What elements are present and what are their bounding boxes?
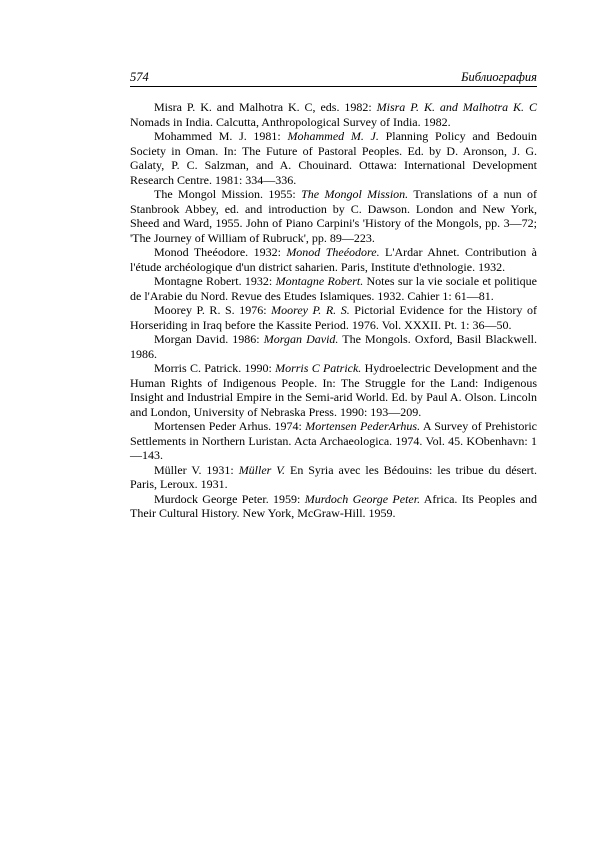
page-number: 574 <box>130 70 149 84</box>
bibliography-entry: Monod Theéodore. 1932: Monod Theéodore. L'Ardar Ahnet. Contribution à l'étude archéologique d'un district saharien. Paris, Institute d'ethnologie. 1932. <box>130 245 538 274</box>
bibliography-entry: Mortensen Peder Arhus. 1974: Mortensen PederArhus. A Survey of Prehistoric Settlements in Northern Luristan. Acta Archaeologica. 1974. Vol. 45. KObenhavn: 1—143. <box>130 419 537 462</box>
page <box>130 70 537 521</box>
bibliography-entry: Murdock George Peter. 1959: Murdoch George Peter. Africa. Its Peoples and Their Cultural History. New York, McGraw-Hill. 1959. <box>130 491 538 520</box>
bibliography-entry: Moorey P. R. S. 1976: Moorey P. R. S. Pictorial Evidence for the History of Horseriding in Iraq before the Kassite Period. 1976. Vol. XXXII. Pt. 1: 36—50. <box>130 303 537 332</box>
bibliography-entry: Müller V. 1931: Müller V. En Syria avec les Bédouins: les tribue du désert. Paris, Leroux. 1931. <box>130 462 538 491</box>
running-header <box>130 70 537 87</box>
bibliography-entry: Morgan David. 1986: Morgan David. The Mongols. Oxford, Basil Blackwell. 1986. <box>130 332 538 361</box>
bibliography-entry: The Mongol Mission. 1955: The Mongol Mission. Translations of a nun of Stanbrook Abbey, ed. and introduction by C. Dawson. London and New York, Sheed and Ward, 1955. John of Piano Carpini's 'History of the Mongols, pp. 3—72; 'The Journey of William of Rubruck', pp. 89—223. <box>130 187 537 245</box>
bibliography-entry: Montagne Robert. 1932: Montagne Robert. Notes sur la vie sociale et politique de l'Arabie du Nord. Revue des Etudes Islamiques. 1932. Cahier 1: 61—81. <box>130 274 537 303</box>
section-title: Библиография <box>461 70 537 84</box>
bibliography-entry: Misra P. K. and Malhotra K. C, eds. 1982: Misra P. K. and Malhotra K. C Nomads in India. Calcutta, Anthropological Survey of India. 1982. <box>130 100 537 129</box>
bibliography-list <box>130 100 537 521</box>
bibliography-entry: Mohammed M. J. 1981: Mohammed M. J. Planning Policy and Bedouin Society in Oman. In: The Future of Pastoral Peoples. Ed. by D. Aronson, J. G. Galaty, P. C. Salzman, and A. Chouinard. Ottawa: International Development Research Centre. 1981: 334—336. <box>130 129 538 187</box>
bibliography-entry: Morris C. Patrick. 1990: Morris C Patrick. Hydroelectric Development and the Human Rights of Indigenous People. In: The Struggle for the Land: Indigenous Insight and Industrial Empire in the Semi-arid World. Ed. by Paul A. Olson. Lincoln and London, University of Nebraska Press. 1990: 193—209. <box>130 361 537 419</box>
